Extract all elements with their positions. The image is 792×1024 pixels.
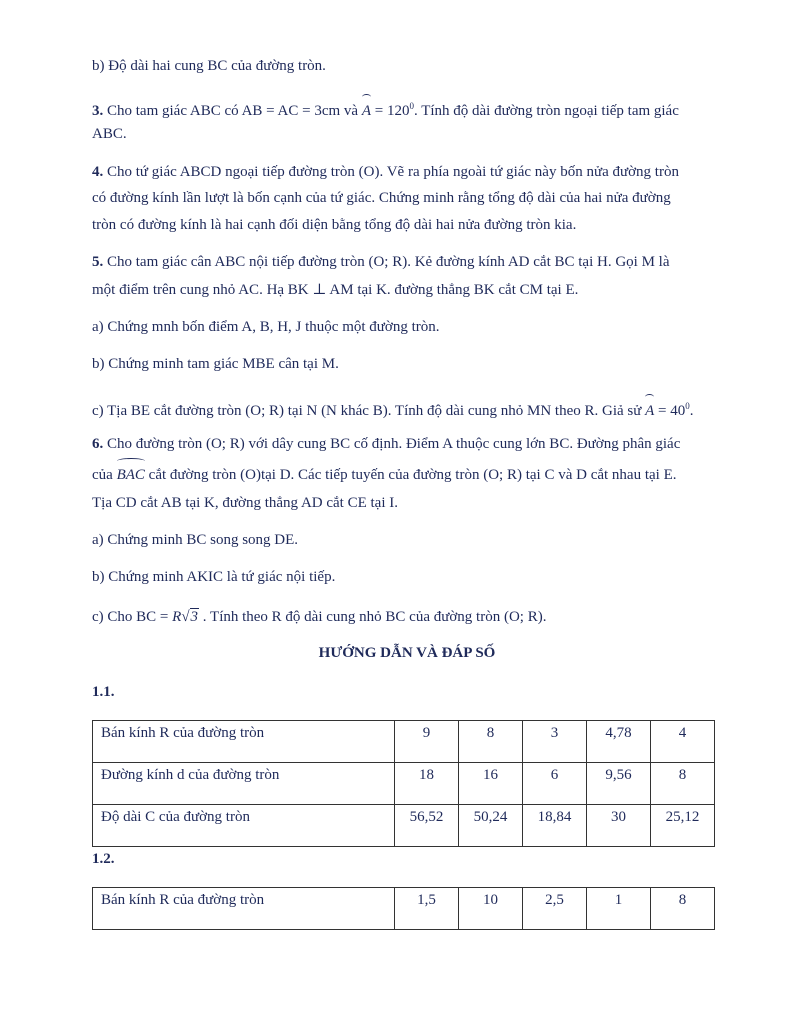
table-cell: 10 [459,888,523,930]
problem-4-line-3: tròn có đường kính là hai cạnh đối diện bằng tổng độ dài hai nửa đường tròn kia. [92,217,577,233]
angle-a-hat: A [362,97,371,125]
problem-6-a: a) Chứng minh BC song song DE. [92,532,299,548]
table-cell: 30 [587,805,651,847]
table-cell: 8 [651,888,715,930]
table-cell: 56,52 [395,805,459,847]
problem-5-c: c) Tịa BE cắt đường tròn (O; R) tại N (N khác B). Tính độ dài cung nhỏ MN theo R. Giả sử $A = 40^0$. [92,392,722,425]
table-cell: 25,12 [651,805,715,847]
table-cell: 50,24 [459,805,523,847]
subsection-1-1: 1.1. [92,684,115,700]
table-cell: 6 [523,763,587,805]
table-row [93,763,715,805]
table-cell: 3 [523,721,587,763]
line-b-1: b) Độ dài hai cung BC của đường tròn. [92,58,326,74]
problem-5-line-2: một điểm trên cung nhỏ AC. Hạ BK ⊥ AM tại K. đường thẳng BK cắt CM tại E. [92,282,579,298]
table-cell: 16 [459,763,523,805]
problem-6: 6. Cho đường tròn (O; R) với dây cung BC cố định. Điểm A thuộc cung lớn BC. Đường phân giác [92,436,681,452]
problem-4: 4. Cho tứ giác ABCD ngoại tiếp đường tròn (O). Vẽ ra phía ngoài tứ giác này bốn nửa đường tròn [92,164,679,180]
table-row-label: Bán kính R của đường tròn [93,721,395,763]
problem-3-number: 3. [92,103,104,119]
table-row-label: Độ dài C của đường tròn [93,805,395,847]
problem-6-line-3: Tịa CD cắt AB tại K, đường thẳng AD cắt CE tại I. [92,495,399,511]
problem-6-line-2: của BAC cắt đường tròn (O)tại D. Các tiếp tuyến của đường tròn (O; R) tại C và D cắt nhau tại E. [92,461,722,489]
problem-5: 5. Cho tam giác cân ABC nội tiếp đường tròn (O; R). Kẻ đường kính AD cắt BC tại H. Gọi M là [92,254,670,270]
table-cell: 18 [395,763,459,805]
problem-3-line-2: ABC. [92,126,127,142]
table-cell: 8 [651,763,715,805]
table-1-2 [92,887,715,930]
table-cell: 18,84 [523,805,587,847]
table-row [93,721,715,763]
problem-5-a: a) Chứng mnh bốn điểm A, B, H, J thuộc một đường tròn. [92,319,440,335]
table-cell: 4,78 [587,721,651,763]
table-cell: 1,5 [395,888,459,930]
table-1-1 [92,720,715,847]
table-row [93,805,715,847]
problem-4-line-2: có đường kính lần lượt là bốn cạnh của tứ giác. Chứng minh rằng tổng độ dài của hai nửa đường [92,190,671,206]
table-cell: 8 [459,721,523,763]
subsection-1-2: 1.2. [92,851,115,867]
problem-3: 3. Cho tam giác ABC có AB = AC = 3cm và $A = 120^0$. Tính độ dài đường tròn ngoại tiếp tam giác [92,92,722,125]
section-heading: HƯỚNG DẪN VÀ ĐÁP SỐ [318,645,496,661]
angle-bac-hat: BAC [117,461,145,489]
problem-6-c: c) Cho BC = R√3 . Tính theo R độ dài cung nhỏ BC của đường tròn (O; R). [92,609,547,625]
table-cell: 9 [395,721,459,763]
problem-5-b: b) Chứng minh tam giác MBE cân tại M. [92,356,339,372]
table-row-label: Bán kính R của đường tròn [93,888,395,930]
table-row-label: Đường kính d của đường tròn [93,763,395,805]
sqrt-sign: √ [181,609,190,625]
table-cell: 9,56 [587,763,651,805]
table-cell: 4 [651,721,715,763]
problem-6-b: b) Chứng minh AKIC là tứ giác nội tiếp. [92,569,336,585]
table-cell: 2,5 [523,888,587,930]
table-cell: 1 [587,888,651,930]
table-row [93,888,715,930]
